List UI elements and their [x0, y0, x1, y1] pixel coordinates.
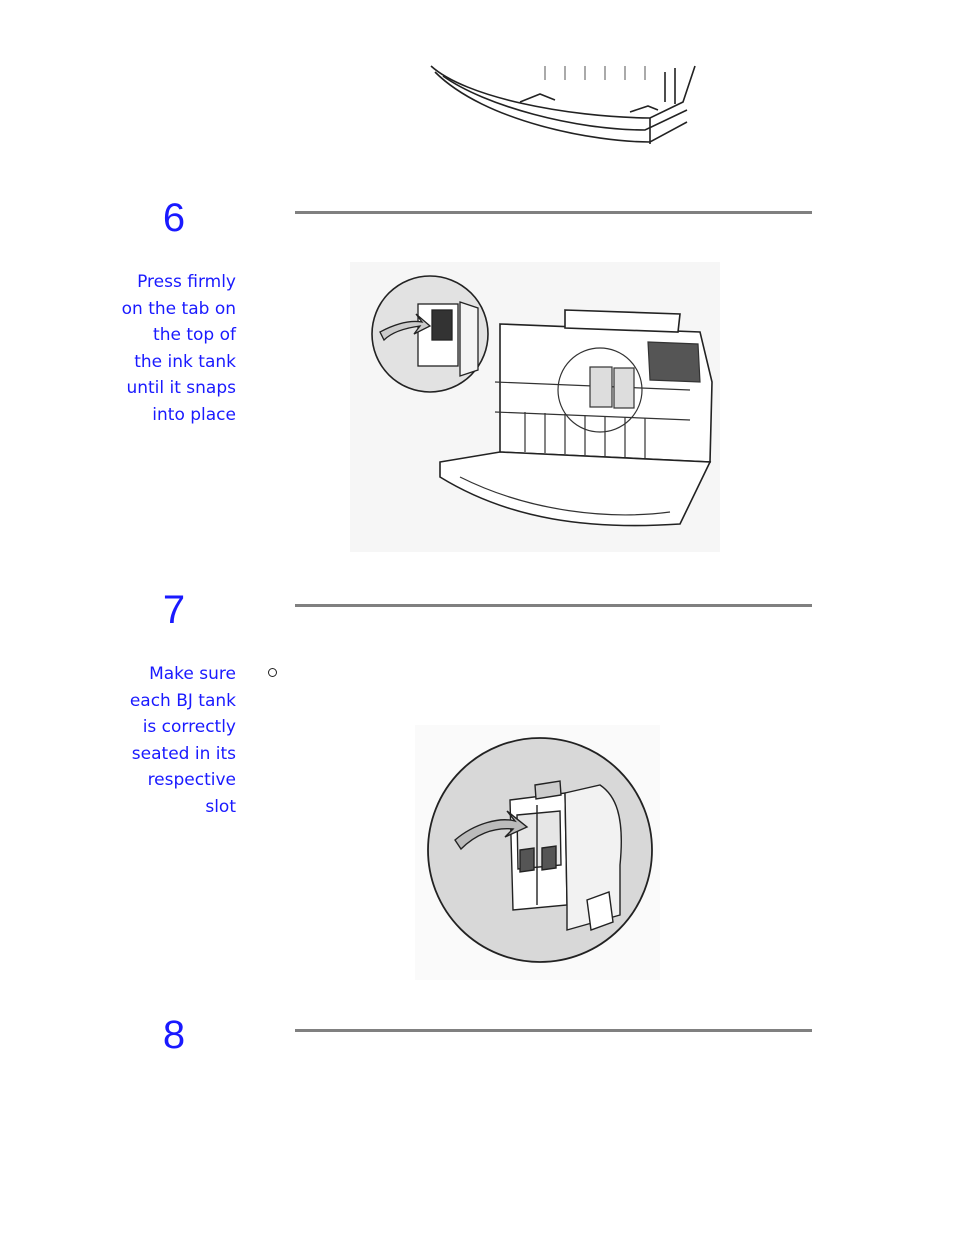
step-divider-7: [295, 604, 812, 607]
step-divider-6: [295, 211, 812, 214]
step-divider-8: [295, 1029, 812, 1032]
step-7-instruction: Make sure each BJ tank is correctly seated in its respective slot: [129, 664, 236, 817]
ink-tank-closeup-illustration: [415, 725, 660, 980]
step-6-instruction: Press firmly on the tab on the top of the ink tank until it snaps into place: [121, 272, 236, 425]
step-number-6: 6: [162, 196, 186, 240]
step-number-8: 8: [162, 1013, 186, 1057]
step-number-7: 7: [162, 588, 186, 632]
printer-ink-tank-illustration: [350, 262, 720, 552]
printer-tray-illustration: [425, 62, 715, 152]
bullet-marker: [268, 668, 277, 677]
